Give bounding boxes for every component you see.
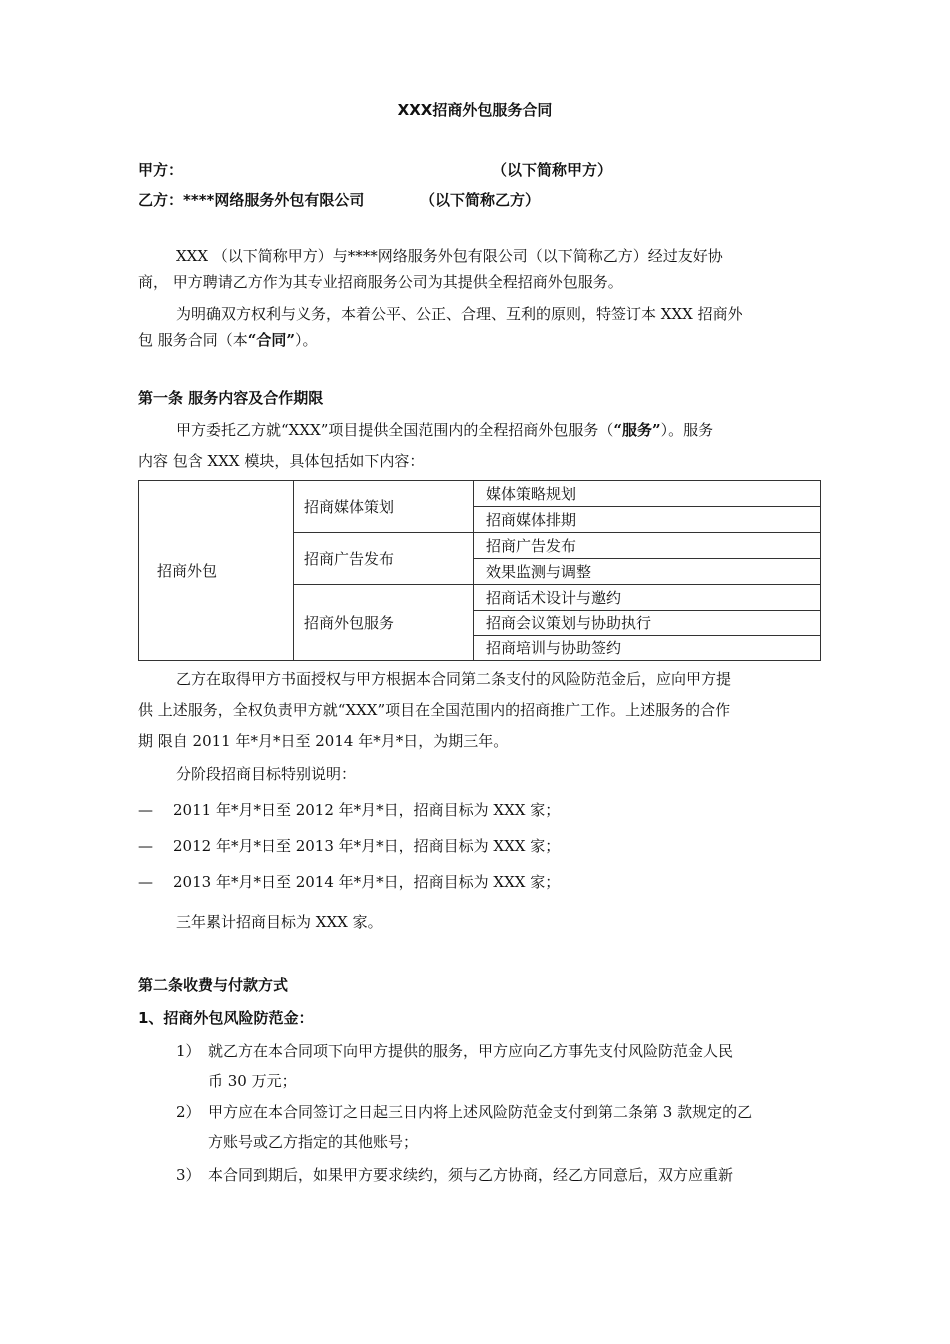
- service-group-cell: 招商媒体策划: [294, 481, 474, 533]
- stage-dash: —: [138, 873, 153, 891]
- stage-dash: —: [138, 837, 153, 855]
- intro-p2-line1: 为明确双方权利与义务，本着公平、公正、合理、互利的原则，特签订本 XXX 招商外: [176, 305, 743, 323]
- clause-number: 1）: [176, 1042, 201, 1060]
- clause-number: 2）: [176, 1103, 201, 1121]
- article1-p1-line1: 甲方委托乙方就“XXX”项目提供全国范围内的全程招商外包服务（“服务”）。服务: [176, 421, 714, 439]
- service-table: [138, 480, 821, 661]
- service-item-cell: 招商媒体排期: [474, 507, 821, 533]
- clause-line: 本合同到期后，如果甲方要求续约，须与乙方协商，经乙方同意后，双方应重新: [208, 1166, 734, 1184]
- clause-number: 3）: [176, 1166, 201, 1184]
- service-item-cell: 招商广告发布: [474, 533, 821, 559]
- service-item-cell: 招商培训与协助签约: [474, 636, 821, 661]
- clause-line: 就乙方在本合同项下向甲方提供的服务，甲方应向乙方事先支付风险防范金人民: [208, 1042, 734, 1060]
- party-b-label: 乙方：****网络服务外包有限公司: [138, 191, 365, 209]
- party-b-note: （以下简称乙方）: [420, 191, 541, 209]
- article2-heading: 第二条收费与付款方式: [138, 976, 289, 994]
- intro-p2-line2: 包 服务合同（本“合同”）。: [138, 331, 318, 349]
- stage-total: 三年累计招商目标为 XXX 家。: [176, 913, 383, 931]
- party-a-note: （以下简称甲方）: [492, 161, 613, 179]
- service-item-cell: 媒体策略规划: [474, 481, 821, 507]
- stage-heading: 分阶段招商目标特别说明：: [176, 765, 357, 783]
- service-item-cell: 效果监测与调整: [474, 559, 821, 585]
- article1-p2-line1: 乙方在取得甲方书面授权与甲方根据本合同第二条支付的风险防范金后，应向甲方提: [176, 670, 732, 688]
- party-a-label: 甲方：: [138, 161, 184, 179]
- stage-item: 2013 年*月*日至 2014 年*月*日，招商目标为 XXX 家；: [173, 873, 561, 891]
- intro-p1-line2: 商， 甲方聘请乙方作为其专业招商服务公司为其提供全程招商外包服务。: [138, 273, 623, 291]
- stage-item: 2011 年*月*日至 2012 年*月*日，招商目标为 XXX 家；: [173, 801, 561, 819]
- article1-p1-line2: 内容 包含 XXX 模块，具体包括如下内容：: [138, 452, 425, 470]
- article2-sub1: 1、招商外包风险防范金：: [138, 1009, 314, 1027]
- clause-line: 甲方应在本合同签订之日起三日内将上述风险防范金支付到第二条第 3 款规定的乙: [208, 1103, 753, 1121]
- article1-p2-line2: 供 上述服务，全权负责甲方就“XXX”项目在全国范围内的招商推广工作。上述服务的合作: [138, 701, 731, 719]
- intro-p1-line1: XXX （以下简称甲方）与****网络服务外包有限公司（以下简称乙方）经过友好协: [176, 247, 723, 265]
- article1-heading: 第一条 服务内容及合作期限: [138, 389, 324, 407]
- clause-line: 币 30 万元；: [208, 1072, 297, 1090]
- stage-dash: —: [138, 801, 153, 819]
- clause-line: 方账号或乙方指定的其他账号；: [208, 1133, 419, 1151]
- service-group-cell: 招商外包服务: [294, 585, 474, 661]
- page-title: XXX招商外包服务合同: [397, 101, 553, 119]
- service-group-cell: 招商广告发布: [294, 533, 474, 585]
- article1-p2-line3: 期 限自 2011 年*月*日至 2014 年*月*日，为期三年。: [138, 732, 509, 750]
- stage-item: 2012 年*月*日至 2013 年*月*日，招商目标为 XXX 家；: [173, 837, 561, 855]
- service-item-cell: 招商会议策划与协助执行: [474, 611, 821, 636]
- service-item-cell: 招商话术设计与邀约: [474, 585, 821, 611]
- service-category-cell: 招商外包: [139, 481, 294, 661]
